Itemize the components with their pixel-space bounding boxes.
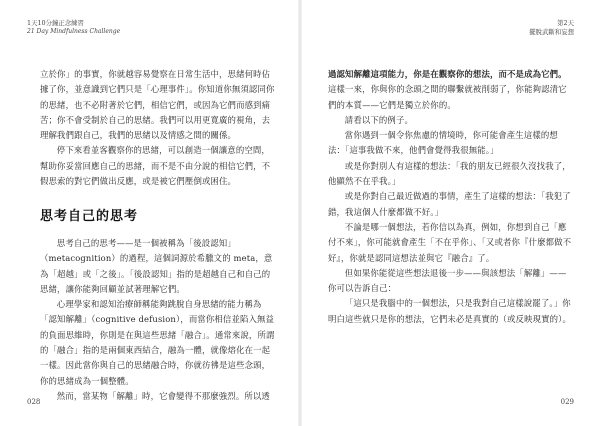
left-body-bottom <box>40 236 276 404</box>
paragraph: 或是你對自己最近做過的事情，產生了這樣的想法：「我犯了錯，我這個人什麼都做不好。」 <box>328 191 571 217</box>
right-page <box>300 0 600 426</box>
page-number-right: 029 <box>560 398 574 406</box>
paragraph: 但如果你能從這些想法退後一步——與該想法「解離」——你可以告訴自己： <box>328 267 567 294</box>
chapter-label: 第2天 <box>557 19 574 27</box>
left-body-top <box>40 67 276 189</box>
book-subtitle: 21 Day Mindfulness Challenge <box>27 27 121 35</box>
section-heading: 思考自己的思考 <box>40 209 139 224</box>
right-body <box>328 67 574 327</box>
paragraph: 思考自己的思考——是一個被稱為「後設認知」（metacognition）的過程，這個詞源於希臘文的 meta，意為「超越」或「之後」。「後設認知」指的是超越自己和自己的思緒，讓你能夠回顧並試著理解它們。 <box>40 238 273 294</box>
paragraph: 或是你對別人有這樣的想法：「我的朋友已經很久沒找我了，他顯然不在乎我。」 <box>328 160 571 187</box>
paragraph <box>328 67 574 113</box>
running-header-right <box>529 19 574 36</box>
paragraph: 立於你」的事實，你就越容易覺察在日常生活中，思緒何時佔據了你，並意識到它們只是「心理事件」。你知道你無須認同你的思緒，也不必附著於它們，相信它們，或因為它們而感到痛苦；你不會受制於自己的思緒。我們可以用更寬廣的視角，去理解我們跟自己，我們的思緒以及情感之間的關係。 <box>40 69 275 141</box>
paragraph-text: 這樣一來，你與你的念頭之間的聯繫就被削弱了，你能夠認清它們的本質——它們是獨立於你的。 <box>328 84 567 110</box>
chapter-title: 擺脫武斷和妄想 <box>529 27 574 36</box>
running-header-left <box>27 19 120 36</box>
paragraph: 停下來看並客觀察你的思緒，可以創造一個讓意的空間，幫助你妥當回應自己的思緒，而不是不由分說的相信它們，不假思索的對它們做出反應，或是被它們壓倒或困住。 <box>40 145 271 187</box>
book-title: 1天10分鐘正念練習 <box>27 19 84 27</box>
paragraph: 「這只是我腦中的一個想法，只是我對自己這樣說罷了。」你明白這些就只是你的想法，它們未必是真實的（或反映現實的）。 <box>328 298 572 324</box>
paragraph: 然而，當某物「解離」時，它會變得不那麼強烈。所以透 <box>56 390 270 401</box>
paragraph: 心理學家和認知治療師稱能夠跳脫自身思緒的能力稱為「認知解離」（cognitive defusion），而當你相信並陷入無益的負面思維時，你則是在與這些思緒「融合」。通常來說，所謂的「融合」指的是兩個東西結合，融為一體，就像熔化在一起一樣。因此當你與自己的思緒融合時，你就彷彿是這些念頭，你的思緒成為一個整體。 <box>40 299 275 386</box>
paragraph: 不論是哪一個想法，若你信以為真，例如，你想到自己「應付不來」，你可能就會產生「不在乎你」、「又或者你『什麼都做不好』，你就是認同這想法並與它『融合』了。 <box>328 221 572 263</box>
page-number-left: 028 <box>27 398 41 406</box>
paragraph: 當你遇到一個令你焦慮的情境時，你可能會產生這樣的想法：「這事我做不來，他們會覺得我很無能。」 <box>328 130 558 156</box>
emphasis-text: 過認知解離這項能力，你是在觀察你的想法，而不是成為它們。 <box>328 69 567 79</box>
paragraph: 請看以下的例子。 <box>344 114 413 125</box>
